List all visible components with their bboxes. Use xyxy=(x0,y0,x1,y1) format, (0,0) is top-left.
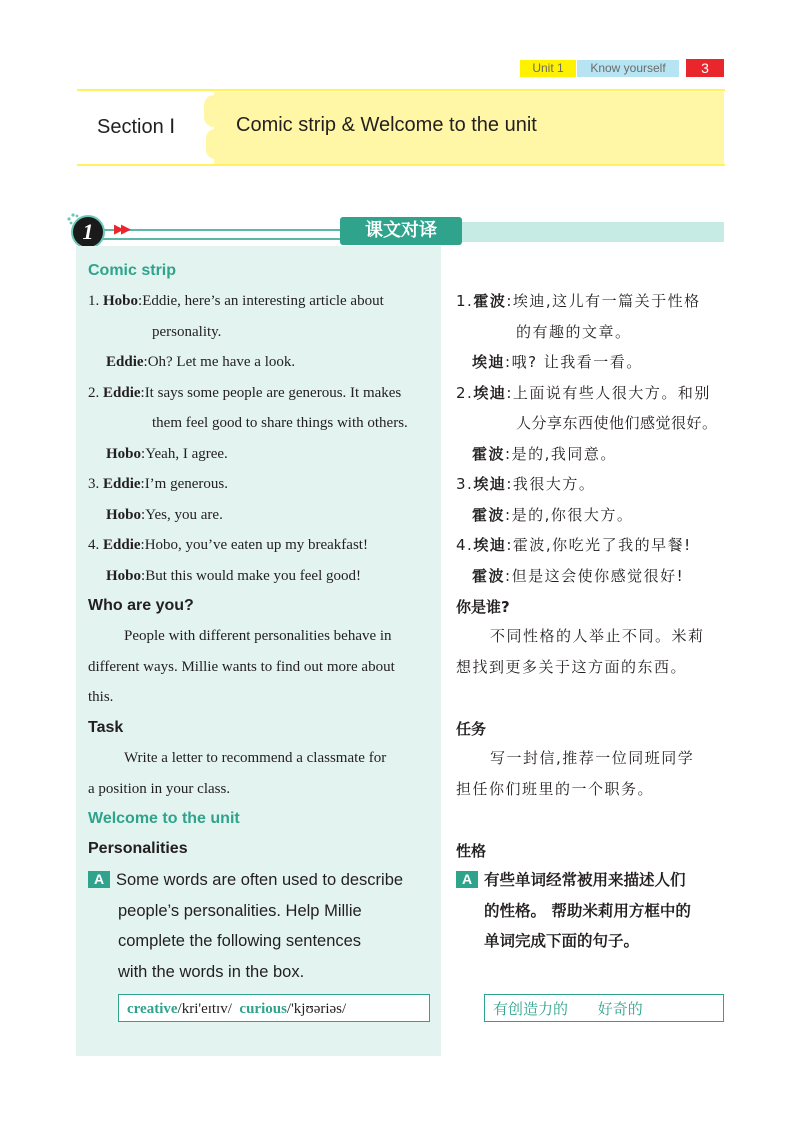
dialogue-line: Hobo:Yeah, I agree. xyxy=(106,445,228,462)
instruction-line: 单词完成下面的句子。 xyxy=(484,932,640,950)
dialogue-line: 1.霍波:埃迪,这儿有一篇关于性格 xyxy=(456,292,701,310)
paragraph-line: Write a letter to recommend a classmate for xyxy=(124,750,387,766)
section-label: Section Ⅰ xyxy=(97,116,176,138)
word-box-entry: creative xyxy=(127,1001,178,1017)
dialogue-line: 3.埃迪:我很大方。 xyxy=(456,475,596,493)
instruction-line: with the words in the box. xyxy=(118,962,305,981)
page-number: 3 xyxy=(686,59,724,77)
word-box-ipa: /kri'eɪtɪv/ xyxy=(177,1001,232,1017)
paragraph-line: different ways. Millie wants to find out more about xyxy=(88,658,395,675)
english-comic-dialogue xyxy=(88,286,438,606)
section-panel-tab xyxy=(204,95,224,127)
exercise-a-instructions xyxy=(88,865,433,990)
dialogue-line: 人分享东西使他们感觉很好。 xyxy=(516,414,718,432)
double-arrow-icon: ▶▶ xyxy=(114,222,128,237)
part-number-badge: 1 xyxy=(73,217,103,247)
instruction-line: people’s personalities. Help Millie xyxy=(118,901,362,920)
dialogue-line: 霍波:是的,你很大方。 xyxy=(472,505,634,524)
unit-label: Unit 1 xyxy=(520,60,576,77)
dialogue-line: 霍波:但是这会使你感觉很好! xyxy=(472,566,685,585)
task-paragraph-zh xyxy=(456,743,731,805)
dialogue-line: 3. Eddie:I’m generous. xyxy=(88,476,228,492)
dialogue-line: Hobo:But this would make you feel good! xyxy=(106,567,361,584)
who-are-you-paragraph xyxy=(88,621,438,716)
instruction-line: complete the following sentences xyxy=(118,932,362,950)
paragraph-line: 想找到更多关于这方面的东西。 xyxy=(456,657,688,676)
word-box-entry: 有创造力的 xyxy=(493,1000,569,1018)
unit-title: Know yourself xyxy=(577,60,679,77)
comic-strip-heading: Comic strip xyxy=(88,262,177,279)
exercise-a-instructions-zh xyxy=(456,865,731,960)
word-box-ipa: /'kjʊəriəs/ xyxy=(286,1001,347,1017)
paragraph-line: a position in your class. xyxy=(88,780,231,797)
dialogue-line: Eddie:Oh? Let me have a look. xyxy=(106,354,296,370)
dialogue-line: 的有趣的文章。 xyxy=(516,322,632,341)
exercise-a-label-zh: A xyxy=(456,871,478,888)
section-panel-tab xyxy=(206,129,224,159)
chinese-comic-dialogue xyxy=(456,286,731,606)
who-are-you-paragraph-zh xyxy=(456,621,731,683)
word-box-entry: 好奇的 xyxy=(597,1000,643,1018)
english-word-box xyxy=(118,994,430,1022)
dialogue-line: 霍波:是的,我同意。 xyxy=(472,444,617,463)
who-are-you-heading-zh: 你是谁? xyxy=(456,598,510,616)
personalities-heading-zh: 性格 xyxy=(456,842,487,860)
task-paragraph xyxy=(88,743,438,805)
dialogue-line: 4. Eddie:Hobo, you’ve eaten up my breakfast! xyxy=(88,537,368,553)
paragraph-line: 不同性格的人举止不同。米莉 xyxy=(490,627,705,645)
instruction-line: 的性格。 帮助米莉用方框中的 xyxy=(484,901,691,920)
dialogue-line: 2. Eddie:It says some people are generous. It makes xyxy=(88,384,402,401)
word-box-entry: curious xyxy=(239,1001,287,1017)
paragraph-line: this. xyxy=(88,689,114,705)
paragraph-line: 担任你们班里的一个职务。 xyxy=(456,779,655,798)
task-heading: Task xyxy=(88,719,124,736)
dialogue-line: personality. xyxy=(152,323,222,340)
paragraph-line: People with different personalities behave in xyxy=(124,628,392,644)
personalities-heading: Personalities xyxy=(88,840,188,857)
dialogue-line: them feel good to share things with others. xyxy=(152,415,408,431)
section-top-rule xyxy=(77,89,725,91)
dialogue-line: 2.埃迪:上面说有些人很大方。和别 xyxy=(456,383,711,402)
chinese-word-box xyxy=(484,994,724,1022)
paragraph-line: 写一封信,推荐一位同班同学 xyxy=(490,749,695,767)
instruction-line: A Some words are often used to describe xyxy=(88,865,403,896)
section-bottom-rule xyxy=(77,164,725,166)
who-are-you-heading: Who are you? xyxy=(88,597,194,614)
exercise-a-label: A xyxy=(88,871,110,888)
welcome-heading: Welcome to the unit xyxy=(88,810,240,827)
dialogue-line: 4.埃迪:霍波,你吃光了我的早餐! xyxy=(456,536,692,554)
section-title: Comic strip & Welcome to the unit xyxy=(236,114,537,136)
part-banner-fill xyxy=(460,222,724,242)
dialogue-line: Hobo:Yes, you are. xyxy=(106,506,223,523)
part-banner-title: 课文对译 xyxy=(340,217,462,245)
task-heading-zh: 任务 xyxy=(456,720,487,738)
dialogue-line: 埃迪:哦? 让我看一看。 xyxy=(472,353,643,371)
instruction-line: A 有些单词经常被用来描述人们 xyxy=(456,865,686,896)
dialogue-line: 1. Hobo:Eddie, here’s an interesting article about xyxy=(88,293,384,309)
